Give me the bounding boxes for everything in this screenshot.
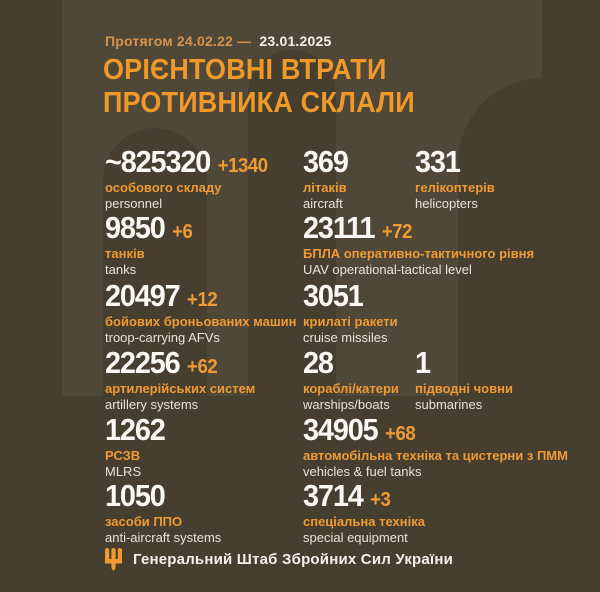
stat-delta: +68 — [385, 423, 416, 445]
stat-label-ua: РСЗВ — [105, 448, 141, 463]
stat-label-ua: літаків — [303, 180, 347, 195]
stat-value: 28 — [303, 345, 333, 380]
stat-label-ua: гелікоптерів — [415, 180, 495, 195]
stat-value: 9850 — [105, 210, 165, 245]
stat-value: 3714 — [303, 478, 363, 513]
stat-value: 3051 — [303, 278, 363, 313]
stat-delta: +1340 — [217, 155, 268, 177]
stat-label-en: personnel — [105, 196, 163, 211]
stat-label-ua: бойових броньованих машин — [105, 314, 297, 329]
stat-value: ~825320 — [105, 144, 211, 179]
stat-warships — [303, 346, 399, 412]
period-date: 23.01.2025 — [259, 33, 332, 49]
stat-vehicles — [303, 413, 568, 479]
report-period — [105, 33, 331, 49]
stat-mlrs — [105, 413, 177, 479]
stat-tanks — [105, 211, 199, 277]
stat-label-ua: автомобільна техніка та цистерни з ПММ — [303, 448, 568, 463]
stat-aircraft — [303, 145, 359, 211]
stat-anti-aircraft — [105, 479, 221, 545]
stat-value: 34905 — [303, 412, 378, 447]
title-line-2: ПРОТИВНИКА СКЛАЛИ — [103, 87, 415, 119]
stat-submarines — [415, 346, 513, 412]
stat-cruise-missiles — [303, 279, 398, 345]
stat-label-ua: БПЛА оперативно-тактичного рівня — [303, 246, 535, 261]
page-title — [103, 54, 415, 120]
stat-value: 1050 — [105, 478, 165, 513]
title-line-1: ОРІЄНТОВНІ ВТРАТИ — [103, 54, 387, 86]
stat-delta: +12 — [187, 289, 218, 311]
stat-value: 20497 — [105, 278, 180, 313]
footer — [105, 548, 453, 571]
stat-value: 1262 — [105, 412, 165, 447]
stat-value: 23111 — [303, 210, 375, 245]
stat-label-ua: крилаті ракети — [303, 314, 398, 329]
stat-label-ua: танків — [105, 246, 145, 261]
stat-label-ua: підводні човни — [415, 381, 513, 396]
stat-delta: +72 — [381, 221, 413, 243]
stat-label-en: MLRS — [105, 464, 142, 479]
period-prefix: Протягом 24.02.22 — — [105, 33, 252, 49]
stat-label-en: cruise missiles — [303, 330, 388, 345]
stat-label-ua: артилерійських систем — [105, 381, 256, 396]
stat-value: 1 — [415, 345, 430, 380]
stat-label-en: submarines — [415, 397, 483, 412]
trident-icon — [105, 548, 122, 571]
stat-personnel — [105, 145, 280, 211]
stat-value: 22256 — [105, 345, 180, 380]
footer-label: Генеральний Штаб Збройних Сил України — [133, 551, 454, 568]
stat-label-en: vehicles & fuel tanks — [303, 464, 422, 479]
stat-label-ua: спеціальна техніка — [303, 514, 425, 529]
stat-uav — [303, 211, 534, 277]
stat-label-en: special equipment — [303, 530, 408, 545]
stat-label-ua: засоби ППО — [105, 514, 183, 529]
stat-special-equipment — [303, 479, 425, 545]
stat-label-en: UAV operational-tactical level — [303, 262, 472, 277]
stat-label-en: tanks — [105, 262, 137, 277]
stat-afv — [105, 279, 297, 345]
stat-value: 331 — [415, 144, 460, 179]
stat-label-en: artillery systems — [105, 397, 199, 412]
stat-artillery — [105, 346, 255, 412]
stat-label-ua: кораблі/катери — [303, 381, 399, 396]
stat-value: 369 — [303, 144, 348, 179]
stat-label-ua: особового складу — [105, 180, 222, 195]
stat-delta: +62 — [187, 356, 218, 378]
stat-label-en: troop-carrying AFVs — [105, 330, 220, 345]
stat-label-en: aircraft — [303, 196, 343, 211]
stat-label-en: warships/boats — [303, 397, 390, 412]
stat-label-en: anti-aircraft systems — [105, 530, 222, 545]
stat-helicopters — [415, 145, 495, 211]
stat-delta: +3 — [370, 489, 391, 511]
stat-delta: +6 — [172, 221, 193, 243]
stat-label-en: helicopters — [415, 196, 478, 211]
